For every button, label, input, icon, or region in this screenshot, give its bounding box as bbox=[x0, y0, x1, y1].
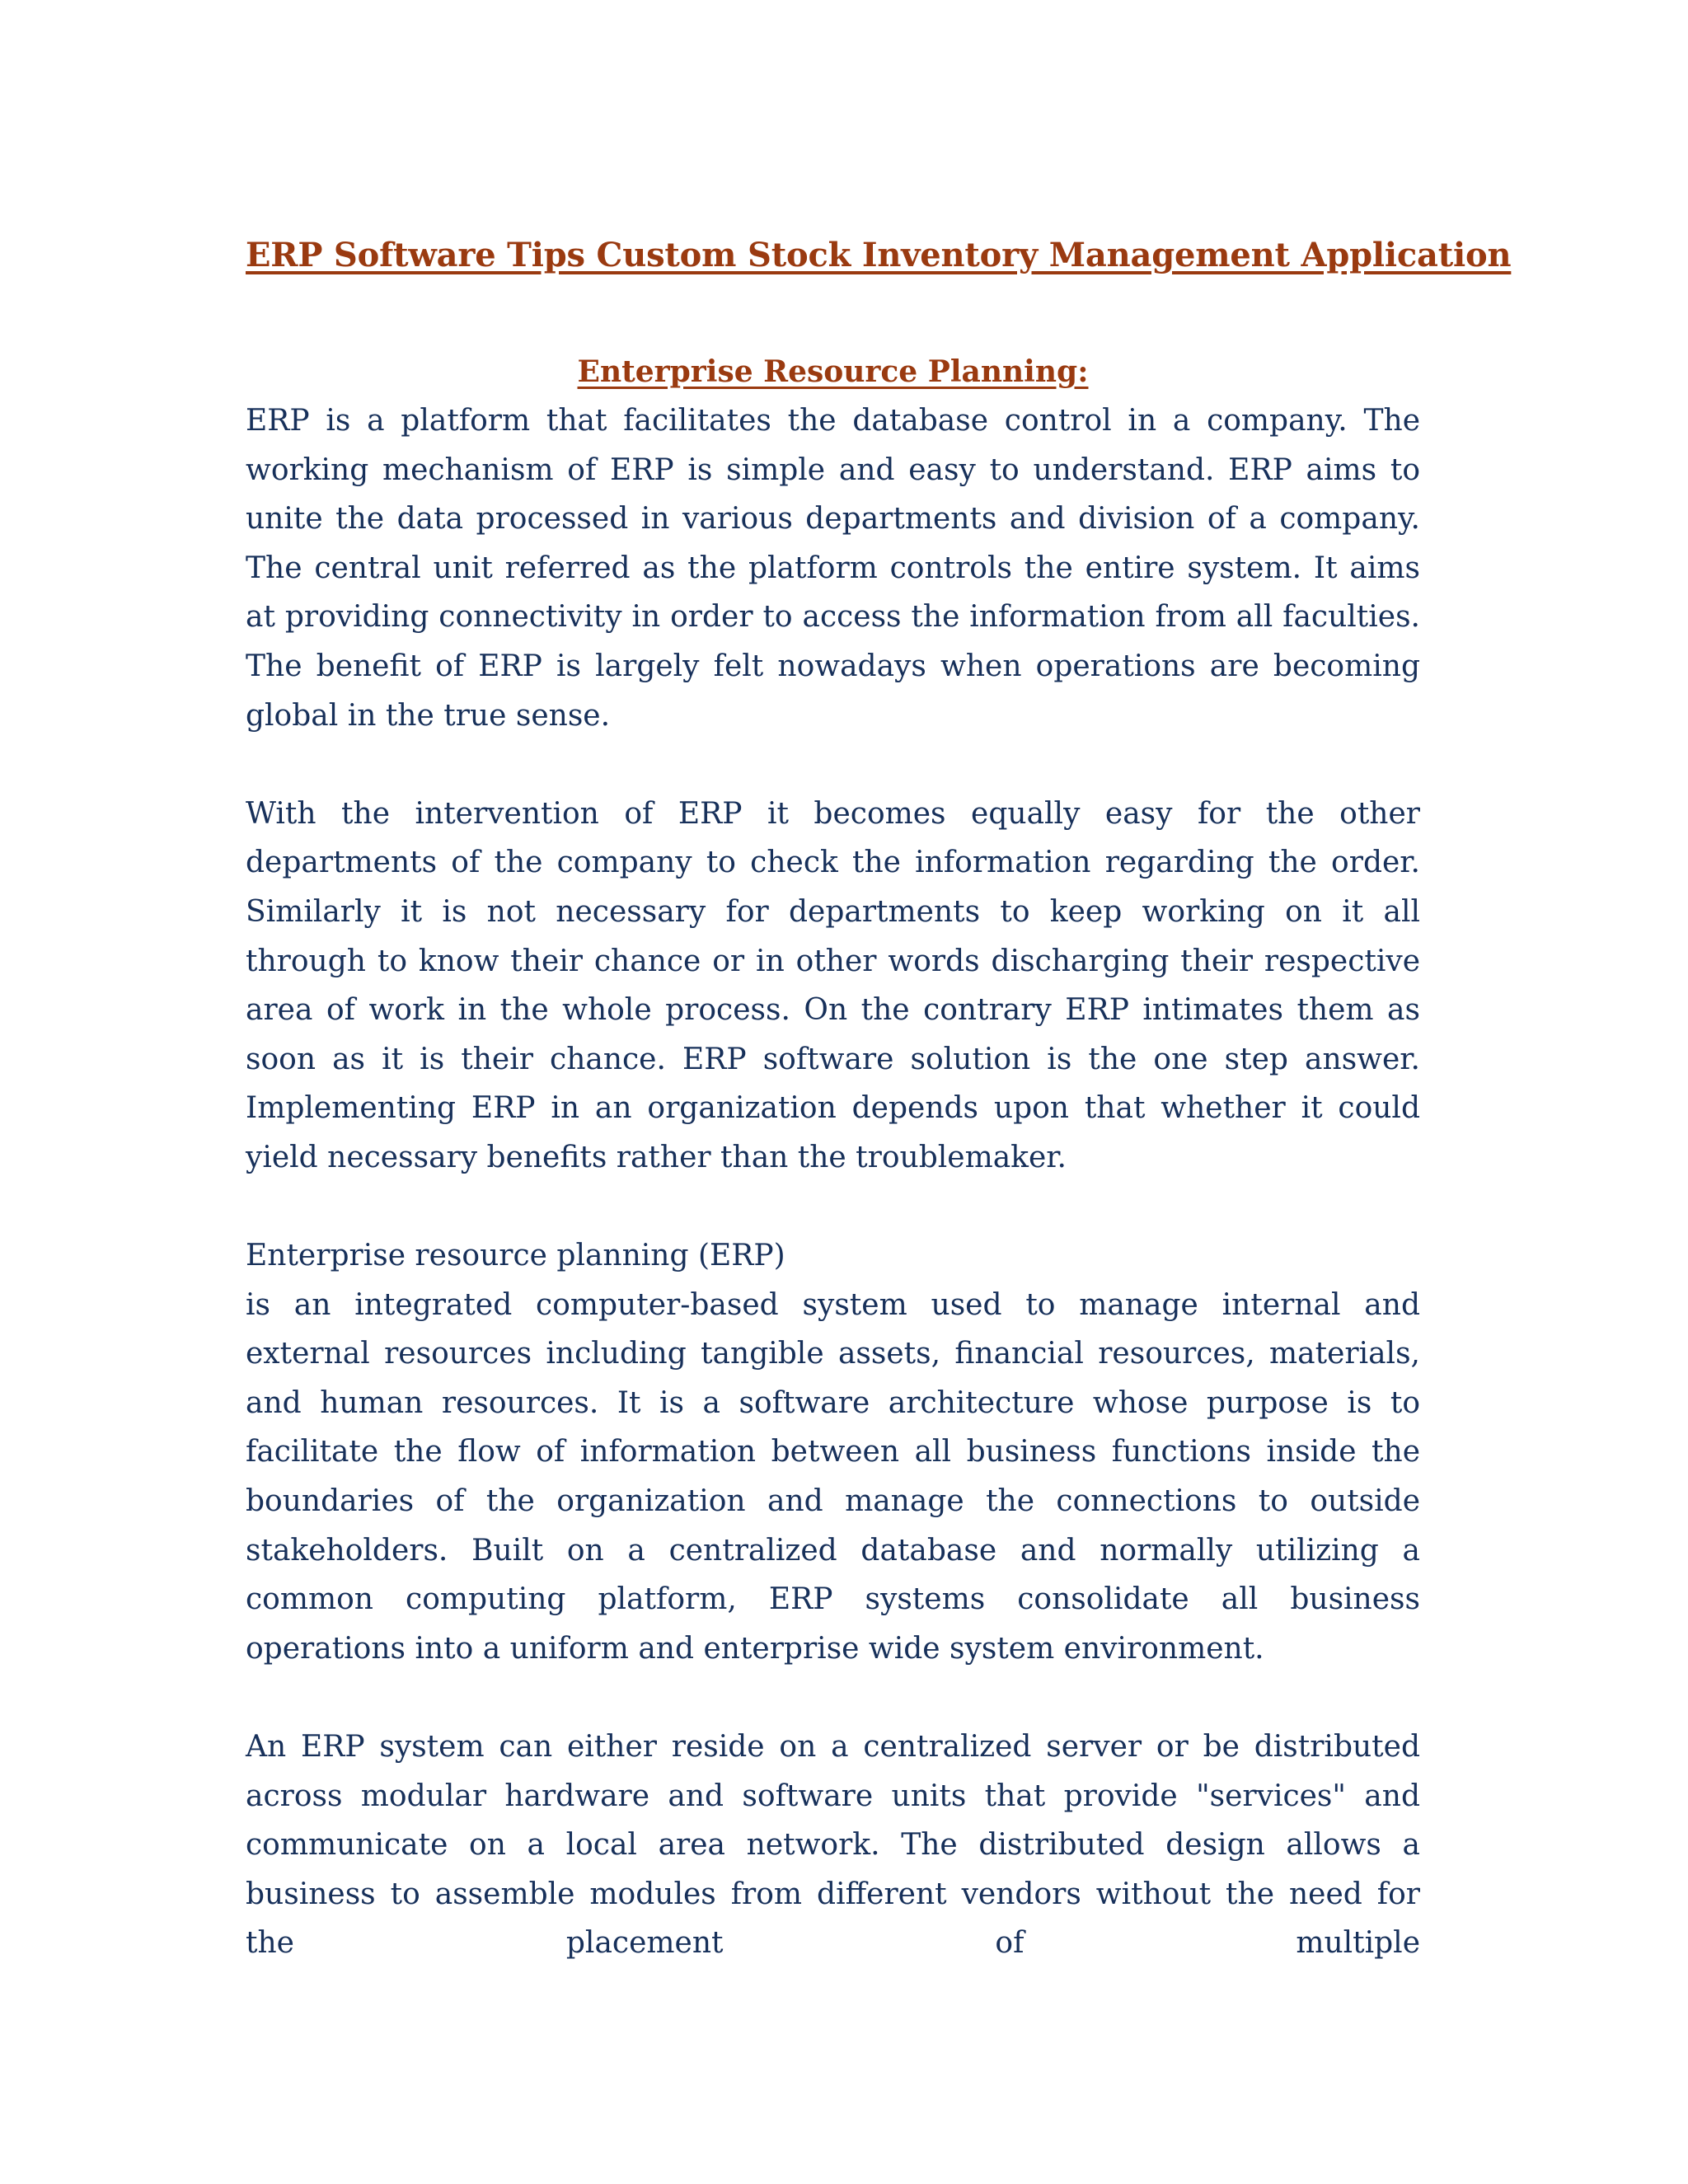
subheading-erp: Enterprise resource planning (ERP) bbox=[246, 1239, 785, 1273]
paragraph-1: ERP is a platform that facilitates the database control in a company. The working mechanism of ERP is simple and easy to understand. ERP aims to unite the data processed in various departments and division of a company. The central unit referred as the platform controls the entire system. It aims at providing connectivity in order to access the information from all faculties. The benefit of ERP is largely felt nowadays when operations are becoming global in the true sense. bbox=[246, 404, 1420, 733]
document-title: ERP Software Tips Custom Stock Inventory Management Application bbox=[246, 236, 1512, 274]
paragraph-4-container bbox=[246, 1722, 1420, 1961]
document-page bbox=[246, 223, 1512, 1961]
paragraph-4: An ERP system can either reside on a centralized server or be distributed across modular hardware and software units that provide "services" and communicate on a local area network. The distributed design allows a business to assemble modules from different vendors without the need for the placement of multiple bbox=[246, 1730, 1420, 1961]
paragraph-3: is an integrated computer-based system used to manage internal and external resources including tangible assets, financial resources, materials, and human resources. It is a software architecture whose purpose is to facilitate the flow of information between all business functions inside the boundaries of the organization and manage the connections to outside stakeholders. Built on a centralized database and normally utilizing a common computing platform, ERP systems consolidate all business operations into a uniform and enterprise wide system environment. bbox=[246, 1287, 1420, 1666]
paragraph-2: With the intervention of ERP it becomes equally easy for the other departments of the company to check the information regarding the order. Similarly it is not necessary for departments to keep working on it all through to know their chance or in other words discharging their respective area of work in the whole process. On the contrary ERP intimates them as soon as it is their chance. ERP software solution is the one step answer. Implementing ERP in an organization depends upon that whether it could yield necessary benefits rather than the troublemaker. bbox=[246, 796, 1420, 1174]
section-heading: Enterprise Resource Planning: bbox=[577, 354, 1089, 389]
